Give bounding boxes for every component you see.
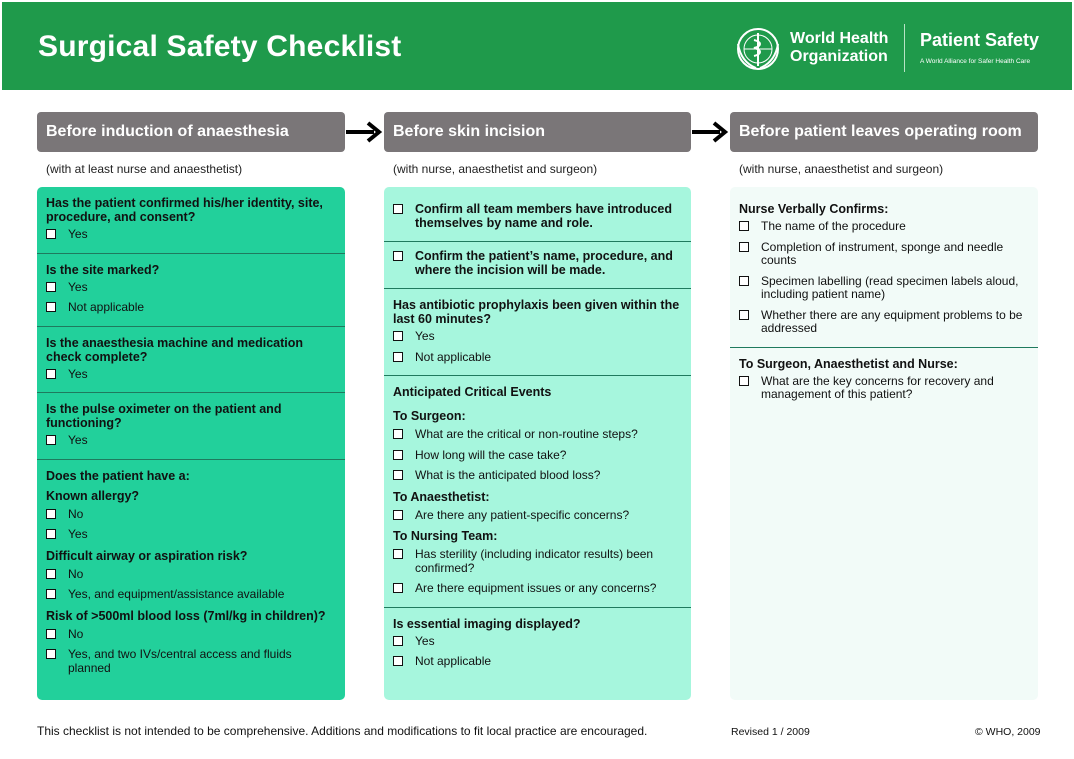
sign-out-column: [730, 187, 1038, 700]
checkbox[interactable]: [46, 629, 56, 639]
question: Has the patient confirmed his/her identity, site, procedure, and consent?: [46, 196, 323, 224]
checklist-item[interactable]: Yes: [46, 434, 337, 448]
phase-subtitle: (with nurse, anaesthetist and surgeon): [393, 162, 598, 176]
question: Is the pulse oximeter on the patient and functioning?: [46, 402, 282, 430]
revision-label: Revised 1 / 2009: [731, 726, 810, 738]
phase-subtitle: (with nurse, anaesthetist and surgeon): [739, 162, 944, 176]
sub-heading: To Nursing Team:: [393, 529, 498, 543]
checklist-item[interactable]: What are the critical or non-routine steps?: [393, 428, 683, 442]
arrow-right-icon: [344, 120, 384, 144]
checklist-item[interactable]: The name of the procedure: [739, 220, 1030, 234]
anaesthesia-check-section: [37, 327, 345, 394]
checklist-item[interactable]: Has sterility (including indicator results) been confirmed?: [393, 548, 683, 575]
sub-question: Known allergy?: [46, 488, 140, 503]
imaging-section: [384, 608, 691, 680]
who-emblem-icon: [732, 26, 784, 72]
checklist-item[interactable]: Not applicable: [46, 301, 337, 315]
nurse-confirms-section: [730, 187, 1038, 348]
section-heading: Anticipated Critical Events: [393, 385, 552, 399]
checkbox[interactable]: [393, 510, 403, 520]
checklist-item[interactable]: Confirm the patient’s name, procedure, and where the incision will be made.: [393, 250, 683, 277]
checkbox[interactable]: [46, 369, 56, 379]
checkbox[interactable]: [393, 429, 403, 439]
patient-safety-title: Patient Safety: [920, 30, 1040, 50]
checklist-item[interactable]: No: [46, 568, 337, 582]
question: Is the site marked?: [46, 262, 160, 277]
section-heading: Nurse Verbally Confirms:: [739, 202, 889, 216]
checkbox[interactable]: [46, 302, 56, 312]
header-bar: [2, 2, 1072, 90]
checklist-item[interactable]: No: [46, 628, 337, 642]
question: Is the anaesthesia machine and medication check complete?: [46, 335, 304, 364]
phase-subtitle: (with at least nurse and anaesthetist): [46, 162, 243, 176]
checkbox[interactable]: [46, 649, 56, 659]
checkbox[interactable]: [393, 656, 403, 666]
checklist-item[interactable]: Yes: [46, 528, 337, 542]
footer-disclaimer: This checklist is not intended to be comprehensive. Additions and modifications to fit local practice are encouraged.: [37, 724, 648, 738]
team-confirm-section: [384, 187, 691, 242]
patient-confirm-section: [384, 242, 691, 289]
team-concerns-section: [730, 348, 1038, 413]
critical-events-section: [384, 376, 691, 608]
checklist-item[interactable]: Whether there are any equipment problems to be addressed: [739, 309, 1030, 336]
checkbox[interactable]: [739, 310, 749, 320]
sub-heading: To Anaesthetist:: [393, 489, 490, 504]
checklist-item[interactable]: Yes: [393, 635, 683, 649]
who-logo: [732, 26, 892, 74]
checkbox[interactable]: [393, 583, 403, 593]
checklist-item[interactable]: Not applicable: [393, 351, 683, 365]
checkbox[interactable]: [46, 529, 56, 539]
checkbox[interactable]: [739, 376, 749, 386]
who-name: World Health Organization: [790, 30, 889, 65]
checklist-item[interactable]: Yes, and two IVs/central access and fluids planned: [46, 648, 337, 675]
checkbox[interactable]: [46, 509, 56, 519]
checkbox[interactable]: [393, 636, 403, 646]
sub-heading: To Surgeon:: [393, 409, 466, 423]
checklist-item[interactable]: What is the anticipated blood loss?: [393, 469, 683, 483]
checkbox[interactable]: [46, 229, 56, 239]
checklist-item[interactable]: Yes: [393, 330, 683, 344]
checklist-item[interactable]: Not applicable: [393, 655, 683, 669]
checklist-item[interactable]: No: [46, 508, 337, 522]
sign-in-column: [37, 187, 345, 700]
checkbox[interactable]: [393, 331, 403, 341]
checklist-item[interactable]: Confirm all team members have introduced themselves by name and role.: [393, 203, 683, 230]
patient-risk-section: [37, 460, 345, 687]
site-marked-section: [37, 254, 345, 327]
question: Has antibiotic prophylaxis been given within the last 60 minutes?: [393, 298, 680, 326]
sub-question: Risk of >500ml blood loss (7ml/kg in children)?: [46, 608, 326, 623]
patient-safety-subtitle: A World Alliance for Safer Health Care: [920, 58, 1031, 65]
sub-question: Difficult airway or aspiration risk?: [46, 548, 248, 563]
checklist-item[interactable]: Specimen labelling (read specimen labels aloud, including patient name): [739, 275, 1030, 302]
page-title: Surgical Safety Checklist: [38, 30, 402, 63]
checklist-item[interactable]: How long will the case take?: [393, 449, 683, 463]
checklist-item[interactable]: Completion of instrument, sponge and needle counts: [739, 241, 1030, 268]
checklist-item[interactable]: Yes, and equipment/assistance available: [46, 588, 337, 602]
checklist-item[interactable]: Are there equipment issues or any concerns?: [393, 582, 683, 596]
checkbox[interactable]: [393, 352, 403, 362]
arrow-right-icon: [690, 120, 730, 144]
pulse-oximeter-section: [37, 393, 345, 460]
antibiotic-section: [384, 289, 691, 376]
checkbox[interactable]: [739, 242, 749, 252]
checkbox[interactable]: [393, 204, 403, 214]
checkbox[interactable]: [46, 589, 56, 599]
checklist-item[interactable]: What are the key concerns for recovery and management of this patient?: [739, 375, 1030, 402]
checkbox[interactable]: [393, 470, 403, 480]
checkbox[interactable]: [393, 251, 403, 261]
phase-header-sign-in: Before induction of anaesthesia: [37, 112, 345, 152]
checklist-item[interactable]: Are there any patient-specific concerns?: [393, 509, 683, 523]
question: Is essential imaging displayed?: [393, 616, 581, 631]
checkbox[interactable]: [393, 450, 403, 460]
checkbox[interactable]: [739, 276, 749, 286]
checklist-item[interactable]: Yes: [46, 281, 337, 295]
checkbox[interactable]: [46, 282, 56, 292]
phase-header-time-out: Before skin incision: [384, 112, 691, 152]
checkbox[interactable]: [739, 221, 749, 231]
checkbox[interactable]: [393, 549, 403, 559]
identity-section: [37, 187, 345, 254]
section-heading: To Surgeon, Anaesthetist and Nurse:: [739, 356, 958, 371]
time-out-column: [384, 187, 691, 700]
checkbox[interactable]: [46, 569, 56, 579]
phase-header-sign-out: Before patient leaves operating room: [730, 112, 1038, 152]
checklist-item[interactable]: Yes: [46, 368, 337, 382]
checklist-item[interactable]: Yes: [46, 228, 337, 242]
header-divider: [904, 24, 905, 72]
checkbox[interactable]: [46, 435, 56, 445]
question: Does the patient have a:: [46, 468, 190, 483]
copyright-label: © WHO, 2009: [975, 726, 1041, 738]
